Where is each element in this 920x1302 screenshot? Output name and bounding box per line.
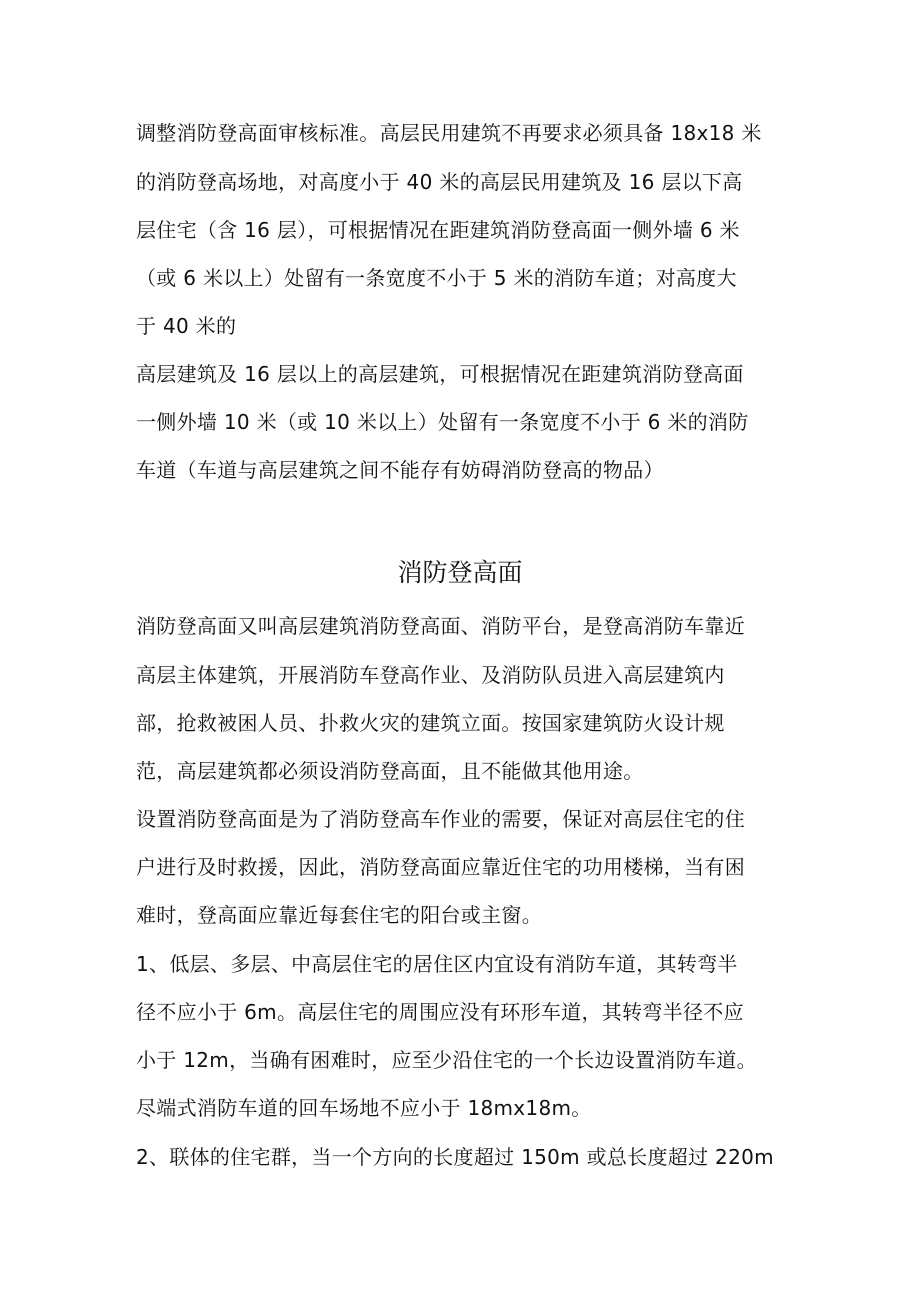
paragraph-line: 层住宅（含 16 层），可根据情况在距建筑消防登高面一侧外墙 6 米 <box>136 218 740 242</box>
paragraph-line: 2、联体的住宅群，当一个方向的长度超过 150m 或总长度超过 220m <box>136 1145 774 1169</box>
paragraph-line: 设置消防登高面是为了消防登高车作业的需要，保证对高层住宅的住 <box>136 807 745 831</box>
paragraph-line: 难时，登高面应靠近每套住宅的阳台或主窗。 <box>136 903 542 927</box>
section-heading: 消防登高面 <box>397 558 523 587</box>
paragraph-line: 径不应小于 6m。高层住宅的周围应没有环形车道，其转弯半径不应 <box>136 1000 744 1024</box>
paragraph-line: 消防登高面又叫高层建筑消防登高面、消防平台，是登高消防车靠近 <box>136 614 745 638</box>
paragraph-line: 户进行及时救援，因此，消防登高面应靠近住宅的功用楼梯，当有困 <box>136 855 745 879</box>
paragraph-line: 调整消防登高面审核标准。高层民用建筑不再要求必须具备 18x18 米 <box>136 121 762 145</box>
paragraph-line: 于 40 米的 <box>136 314 237 338</box>
paragraph-line: 高层建筑及 16 层以上的高层建筑，可根据情况在距建筑消防登高面 <box>136 362 744 386</box>
paragraph-line: 1、低层、多层、中高层住宅的居住区内宜设有消防车道，其转弯半 <box>136 952 738 976</box>
paragraph-line: 部，抢救被困人员、扑救火灾的建筑立面。按国家建筑防火设计规 <box>136 711 725 735</box>
paragraph-line: （或 6 米以上）处留有一条宽度不小于 5 米的消防车道；对高度大 <box>136 266 737 290</box>
paragraph-line: 范，高层建筑都必须设消防登高面，且不能做其他用途。 <box>136 759 644 783</box>
paragraph-line: 高层主体建筑，开展消防车登高作业、及消防队员进入高层建筑内 <box>136 663 725 687</box>
paragraph-line: 尽端式消防车道的回车场地不应小于 18mx18m。 <box>136 1096 592 1120</box>
paragraph-line: 车道（车道与高层建筑之间不能存有妨碍消防登高的物品） <box>136 458 664 482</box>
paragraph-line: 的消防登高场地，对高度小于 40 米的高层民用建筑及 16 层以下高 <box>136 170 743 194</box>
paragraph-line: 一侧外墙 10 米（或 10 米以上）处留有一条宽度不小于 6 米的消防 <box>136 410 749 434</box>
paragraph-line: 小于 12m，当确有困难时，应至少沿住宅的一个长边设置消防车道。 <box>136 1048 757 1072</box>
